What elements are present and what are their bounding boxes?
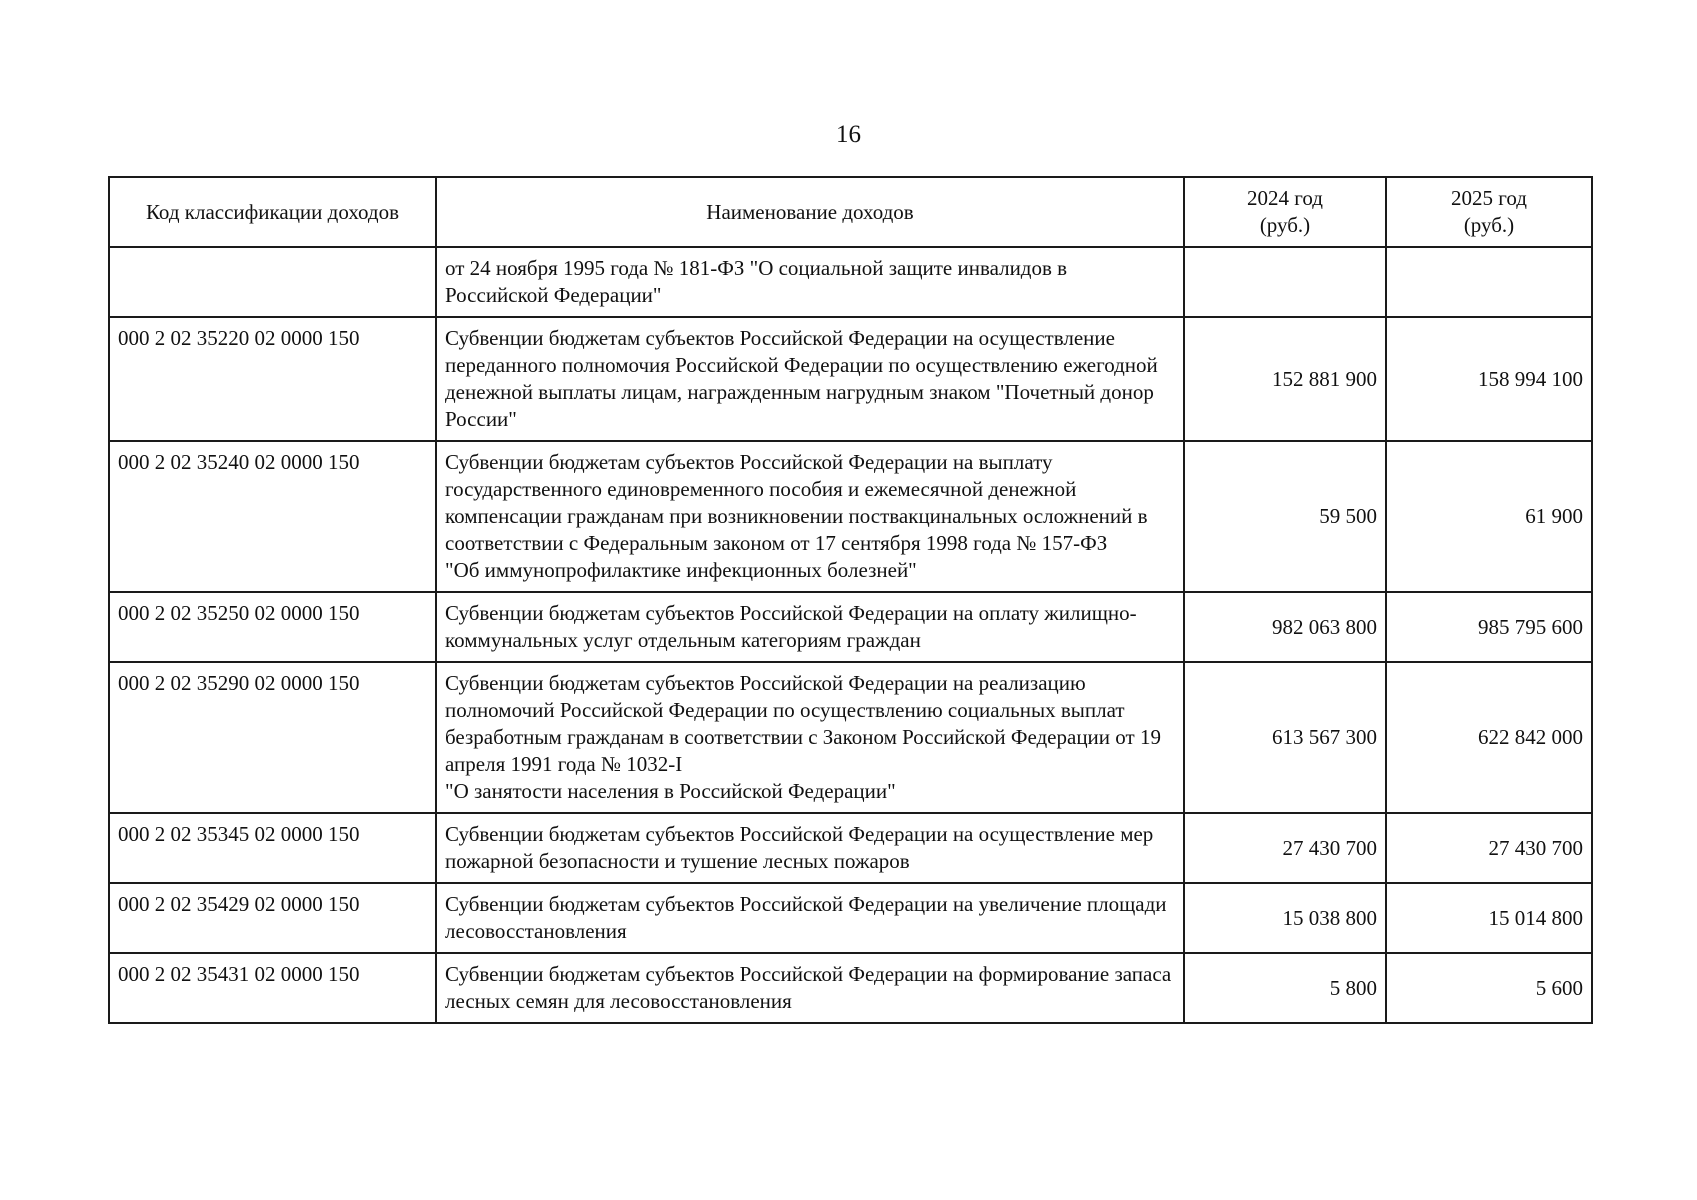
header-2024: 2024 год (руб.) [1184,177,1386,247]
row-code: 000 2 02 35250 02 0000 150 [109,592,436,662]
row-code: 000 2 02 35345 02 0000 150 [109,813,436,883]
table-row [109,317,1592,441]
row-amount-2025: 5 600 [1386,953,1592,1023]
row-amount-2025 [1386,247,1592,317]
row-name: от 24 ноября 1995 года № 181-ФЗ "О социальной защите инвалидов в Российской Федерации" [436,247,1184,317]
row-amount-2024: 15 038 800 [1184,883,1386,953]
table-row [109,592,1592,662]
header-code: Код классификации доходов [109,177,436,247]
table-row [109,662,1592,813]
row-amount-2024: 27 430 700 [1184,813,1386,883]
row-amount-2024 [1184,247,1386,317]
row-amount-2025: 158 994 100 [1386,317,1592,441]
revenue-table [108,176,1593,1024]
row-amount-2025: 622 842 000 [1386,662,1592,813]
header-name: Наименование доходов [436,177,1184,247]
row-code: 000 2 02 35431 02 0000 150 [109,953,436,1023]
row-amount-2024: 5 800 [1184,953,1386,1023]
table-row [109,813,1592,883]
table-row [109,441,1592,592]
row-amount-2025: 15 014 800 [1386,883,1592,953]
row-name: Субвенции бюджетам субъектов Российской Федерации на увеличение площади лесовосстановления [436,883,1184,953]
row-code: 000 2 02 35429 02 0000 150 [109,883,436,953]
table-row [109,247,1592,317]
row-name: Субвенции бюджетам субъектов Российской Федерации на формирование запаса лесных семян для лесовосстановления [436,953,1184,1023]
table-header-row [109,177,1592,247]
row-amount-2025: 27 430 700 [1386,813,1592,883]
row-amount-2025: 61 900 [1386,441,1592,592]
row-amount-2025: 985 795 600 [1386,592,1592,662]
row-amount-2024: 59 500 [1184,441,1386,592]
header-2025: 2025 год (руб.) [1386,177,1592,247]
row-name: Субвенции бюджетам субъектов Российской Федерации на реализацию полномочий Российской Федерации по осуществлению социальных выплат безработным гражданам в соответствии с Законом Российской Федерации от 19 апреля 1991 года № 1032-I "О занятости населения в Российской Федерации" [436,662,1184,813]
table-row [109,883,1592,953]
row-amount-2024: 152 881 900 [1184,317,1386,441]
row-name: Субвенции бюджетам субъектов Российской Федерации на осуществление переданного полномочия Российской Федерации по осуществлению ежегодной денежной выплаты лицам, награжденным нагрудным знаком "Почетный донор России" [436,317,1184,441]
row-code: 000 2 02 35220 02 0000 150 [109,317,436,441]
row-code: 000 2 02 35240 02 0000 150 [109,441,436,592]
row-name: Субвенции бюджетам субъектов Российской Федерации на выплату государственного единовременного пособия и ежемесячной денежной компенсации гражданам при возникновении поствакцинальных осложнений в соответствии с Федеральным законом от 17 сентября 1998 года № 157-ФЗ "Об иммунопрофилактике инфекционных болезней" [436,441,1184,592]
row-amount-2024: 982 063 800 [1184,592,1386,662]
table-row [109,953,1592,1023]
row-name: Субвенции бюджетам субъектов Российской Федерации на осуществление мер пожарной безопасности и тушение лесных пожаров [436,813,1184,883]
row-amount-2024: 613 567 300 [1184,662,1386,813]
row-name: Субвенции бюджетам субъектов Российской Федерации на оплату жилищно-коммунальных услуг отдельным категориям граждан [436,592,1184,662]
page-number: 16 [836,121,861,148]
row-code: 000 2 02 35290 02 0000 150 [109,662,436,813]
row-code [109,247,436,317]
